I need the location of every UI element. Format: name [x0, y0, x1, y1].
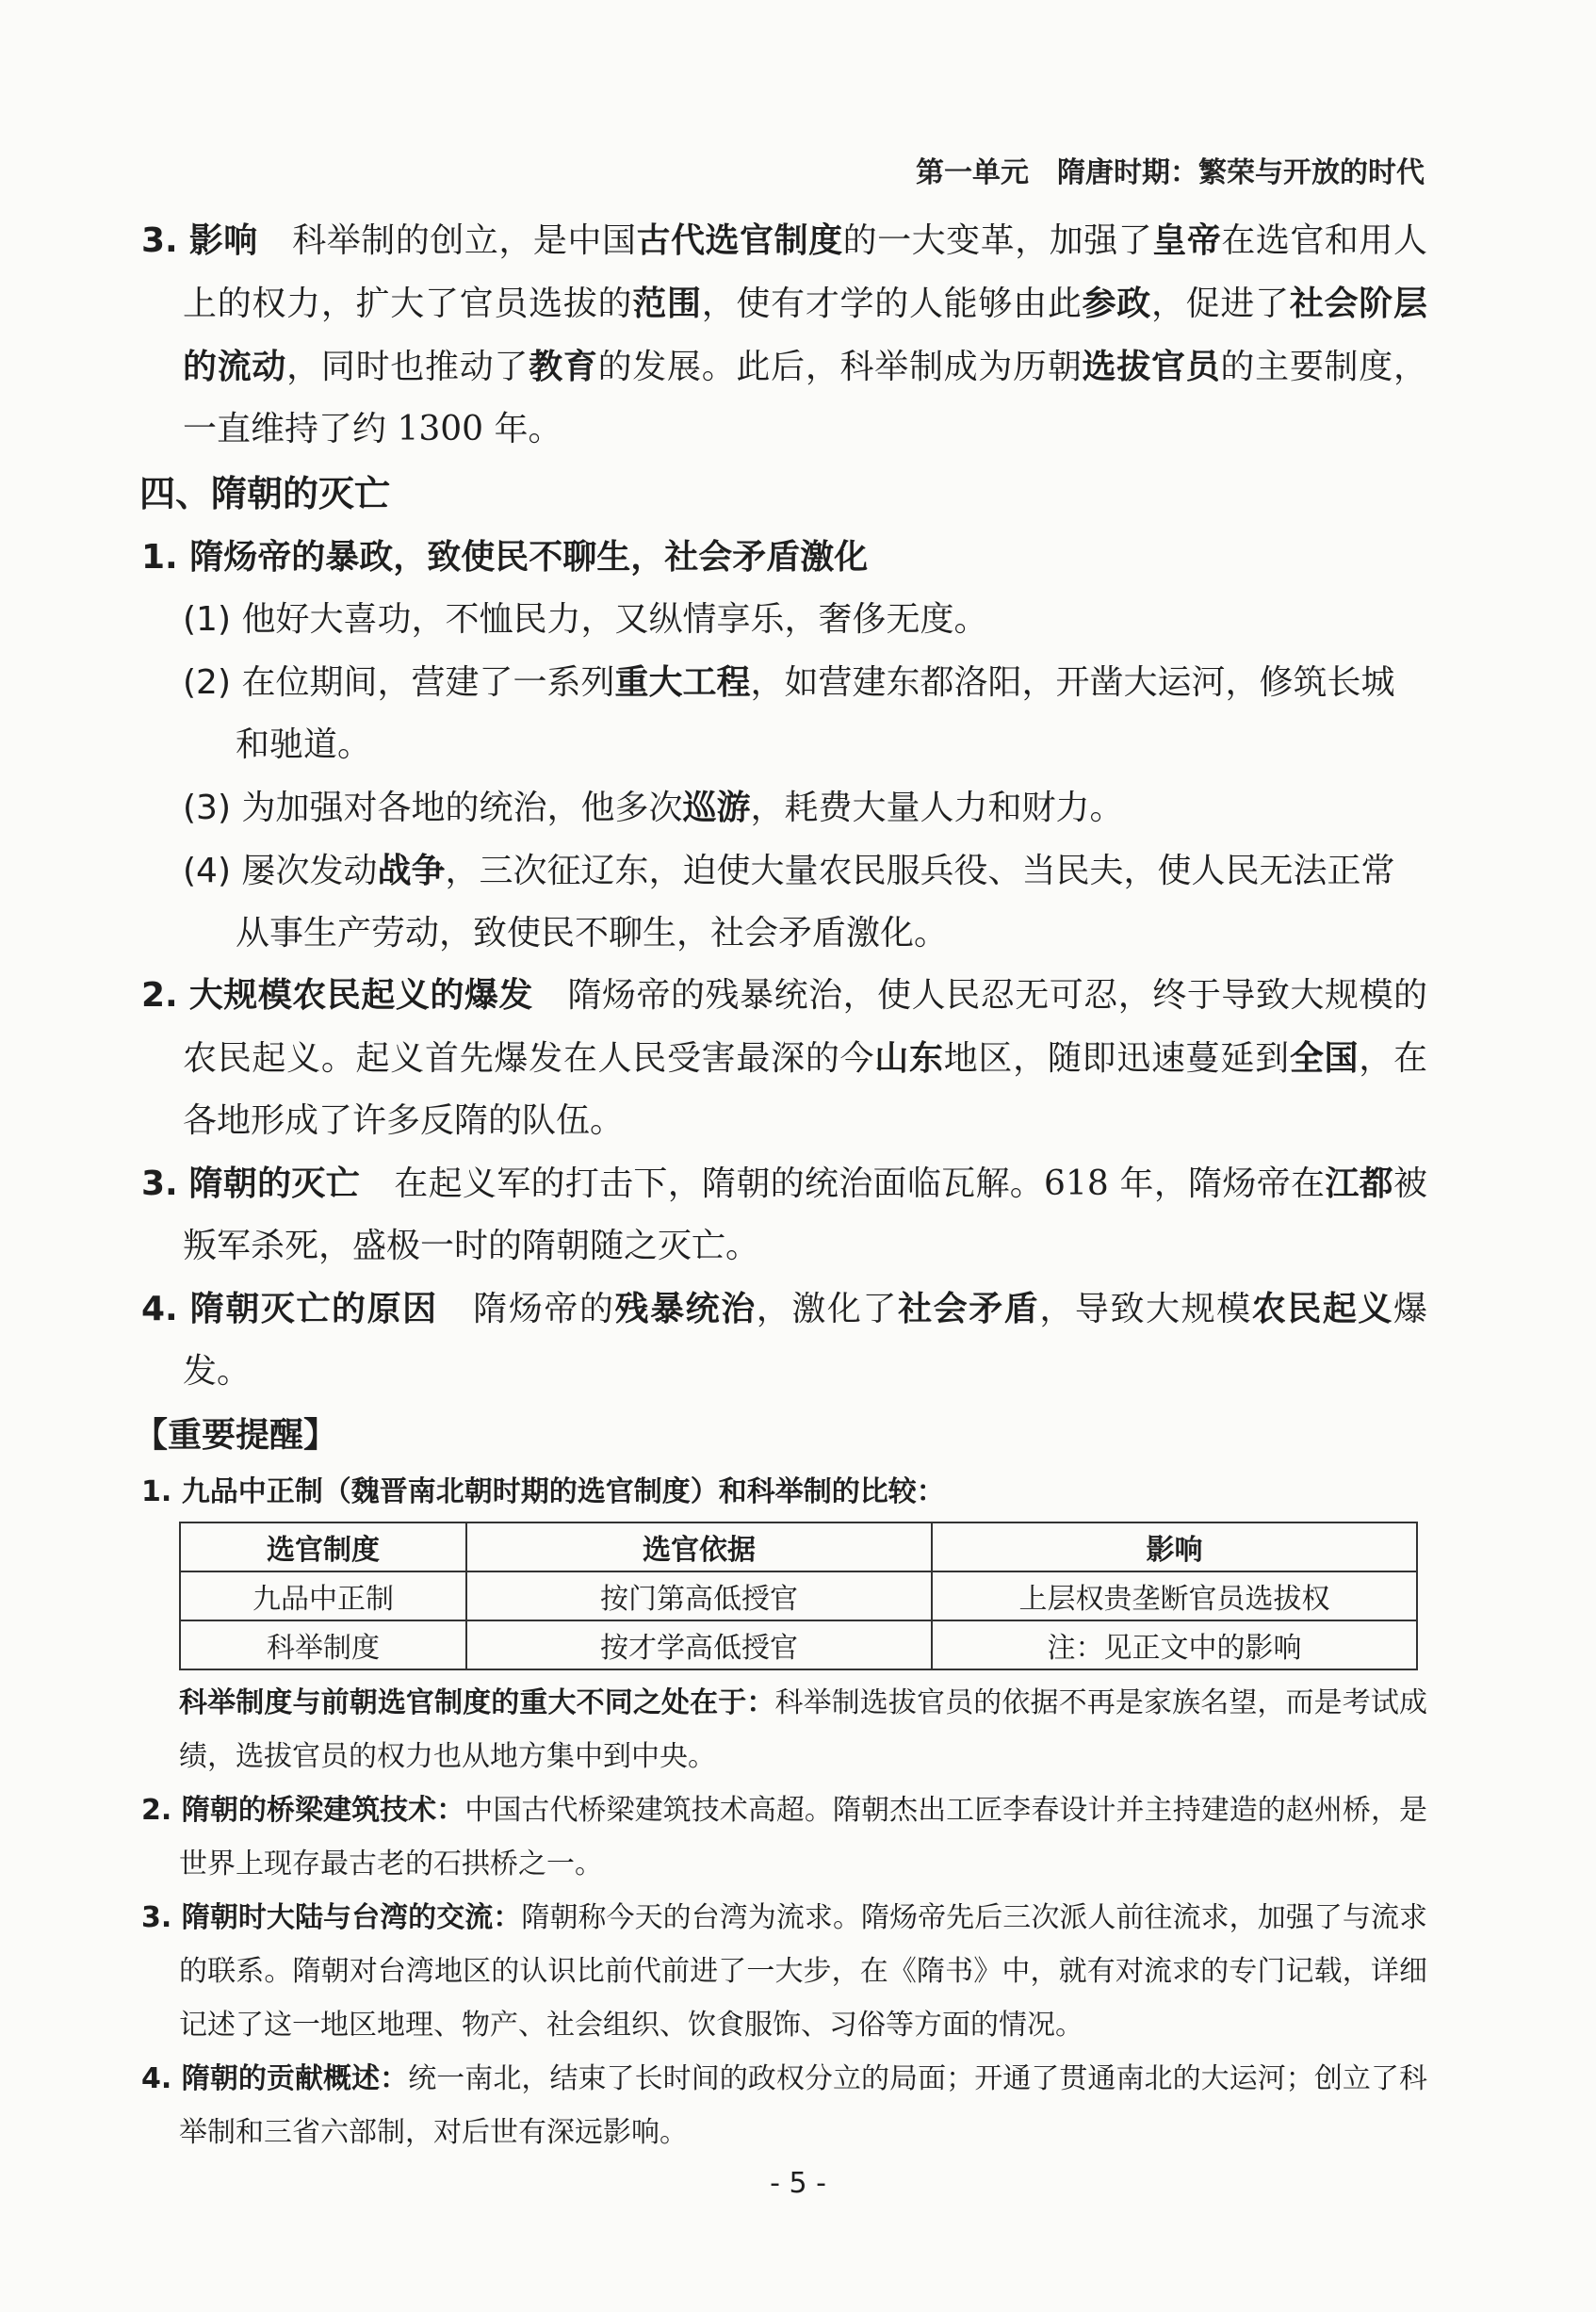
- table-cell: 上层权贵垄断官员选拔权: [932, 1571, 1417, 1620]
- text: ，导致大规模: [1039, 1290, 1252, 1328]
- key-term: 参政: [1082, 284, 1151, 323]
- paragraph-causes: [141, 1278, 1427, 1403]
- text: ，同时也推动了: [286, 348, 529, 386]
- key-term: 皇帝: [1152, 220, 1222, 260]
- paragraph-influence: [141, 209, 1427, 461]
- text: ，在各地形成了许多反隋的队伍。: [183, 1039, 1427, 1140]
- table-header-row: [180, 1522, 1417, 1571]
- item-number: 3.: [141, 221, 178, 260]
- key-term: 教育: [529, 347, 598, 386]
- item-number: 3.: [141, 1164, 178, 1203]
- reminder-2: [141, 1783, 1427, 1891]
- key-term: 巡游: [682, 788, 751, 827]
- item-heading: 隋朝灭亡的原因: [189, 1290, 438, 1328]
- text: 在起义军的打击下，隋朝的统治面临瓦解。618 年，隋炀帝在: [360, 1164, 1326, 1203]
- item-marker: (1): [183, 600, 231, 639]
- item-heading: 隋朝的灭亡: [188, 1164, 360, 1203]
- text: 科举制选拔官员的依据不再是家族名望，而是考试成绩，选拔官员的权力也从地方集中到中央。: [179, 1686, 1428, 1773]
- text: 在选官和用人上的权力，扩大了官员选拔的: [183, 221, 1427, 323]
- key-term: 山东: [874, 1038, 944, 1078]
- reminder-1-title: 1. 九品中正制（魏晋南北朝时期的选官制度）和科举制的比较：: [141, 1475, 945, 1508]
- reminder-heading: 3. 隋朝时大陆与台湾的交流：: [141, 1901, 522, 1934]
- key-term: 重大工程: [614, 662, 751, 702]
- section-title: 四、隋朝的灭亡: [139, 473, 391, 514]
- table-cell: 注：见正文中的影响: [932, 1620, 1417, 1669]
- table-cell: 按才学高低授官: [466, 1620, 932, 1669]
- item-heading: 大规模农民起义的爆发: [188, 976, 533, 1015]
- item-marker: (2): [183, 663, 231, 702]
- text: 屡次发动: [241, 852, 378, 890]
- item-marker: (4): [183, 852, 231, 890]
- key-term: 社会阶层的流动: [183, 284, 1427, 386]
- key-term: 社会矛盾: [898, 1289, 1040, 1328]
- table-cell: 按门第高低授官: [466, 1571, 932, 1620]
- reminder-heading: 2. 隋朝的桥梁建筑技术：: [141, 1794, 465, 1827]
- text: 隋炀帝的残暴统治，使人民忍无可忍，终于导致大规模的农民起义。起义首先爆发在人民受害最深的今: [183, 976, 1427, 1078]
- reminder-heading: 4. 隋朝的贡献概述：: [141, 2062, 409, 2095]
- key-term: 范围: [632, 284, 702, 323]
- text: 隋炀帝的: [437, 1290, 615, 1328]
- table-cell: 科举制度: [180, 1620, 466, 1669]
- header-unit: 第一单元: [916, 156, 1029, 189]
- text: 为加强对各地的统治，他多次: [241, 789, 683, 827]
- text: 的主要制度，一直维持了约 1300 年。: [183, 348, 1427, 448]
- table-row: [180, 1571, 1417, 1620]
- reminder-3: [141, 1891, 1427, 2052]
- list-item: [141, 776, 1427, 839]
- text: 在位期间，营建了一系列: [241, 663, 615, 702]
- text: 科举制的创立，是中国: [257, 221, 637, 260]
- text: 中国古代桥梁建筑技术高超。隋朝杰出工匠李春设计并主持建造的赵州桥，是世界上现存最古老的石拱桥之一。: [179, 1794, 1428, 1881]
- item-number: 4.: [141, 1290, 178, 1328]
- table-header: 选官依据: [466, 1522, 932, 1571]
- text: 统一南北，结束了长时间的政权分立的局面；开通了贯通南北的大运河；创立了科举制和三省六部制，对后世有深远影响。: [179, 2062, 1428, 2149]
- paragraph-fall: [141, 1152, 1427, 1278]
- list-item: [141, 839, 1427, 965]
- list-item: [141, 589, 1427, 651]
- table-row: [180, 1620, 1417, 1669]
- key-term: 全国: [1289, 1038, 1360, 1078]
- table-header: 选官制度: [180, 1522, 466, 1571]
- reminder-1-note: [141, 1676, 1427, 1783]
- page-body: [134, 209, 1428, 2159]
- item-heading: 影响: [188, 221, 258, 260]
- key-term: 古代选官制度: [636, 220, 843, 260]
- text: ，如营建东都洛阳，开凿大运河，修筑长城和驰道。: [236, 663, 1395, 764]
- key-term: 江都: [1325, 1164, 1393, 1203]
- comparison-table: [179, 1522, 1418, 1670]
- page-number: - 5 -: [770, 2167, 826, 2200]
- reminder-4: [141, 2052, 1427, 2159]
- text: ，使有才学的人能够由此: [701, 285, 1083, 323]
- text: 爆发。: [183, 1290, 1427, 1391]
- note-lead: 科举制度与前朝选官制度的重大不同之处在于：: [179, 1686, 775, 1719]
- text: 的发展。此后，科举制成为历朝: [597, 348, 1083, 386]
- key-term: 选拔官员: [1082, 347, 1221, 386]
- reminder-title: 【重要提醒】: [134, 1416, 338, 1455]
- item-number: 2.: [141, 976, 178, 1015]
- text: ，促进了: [1150, 285, 1290, 323]
- text: ，三次征辽东，迫使大量农民服兵役、当民夫，使人民无法正常从事生产劳动，致使民不聊生，社会矛盾激化。: [236, 852, 1395, 952]
- running-header: [0, 149, 1425, 190]
- item-marker: (3): [183, 789, 231, 827]
- text: ，激化了: [756, 1290, 899, 1328]
- text: 的一大变革，加强了: [842, 221, 1153, 260]
- key-term: 战争: [377, 851, 446, 890]
- key-term: 农民起义: [1251, 1289, 1393, 1328]
- key-term: 残暴统治: [614, 1289, 757, 1328]
- table-cell: 九品中正制: [180, 1571, 466, 1620]
- text: 他好大喜功，不恤民力，又纵情享乐，奢侈无度。: [241, 600, 988, 639]
- subsection-title: 1. 隋炀帝的暴政，致使民不聊生，社会矛盾激化: [141, 538, 869, 577]
- paragraph-uprising: [141, 965, 1427, 1152]
- text: 被叛军杀死，盛极一时的隋朝随之灭亡。: [183, 1164, 1427, 1265]
- header-title: 隋唐时期：繁荣与开放的时代: [1057, 156, 1425, 189]
- list-item: [141, 651, 1427, 776]
- table-header: 影响: [932, 1522, 1417, 1571]
- text: ，耗费大量人力和财力。: [750, 789, 1124, 827]
- text: 地区，随即迅速蔓延到: [943, 1039, 1290, 1078]
- text: 隋朝称今天的台湾为流求。隋炀帝先后三次派人前往流求，加强了与流求的联系。隋朝对台湾地区的认识比前代前进了一大步，在《隋书》中，就有对流求的专门记载，详细记述了这一地区地理、物产、社会组织、饮食服饰、习俗等方面的情况。: [179, 1901, 1427, 2042]
